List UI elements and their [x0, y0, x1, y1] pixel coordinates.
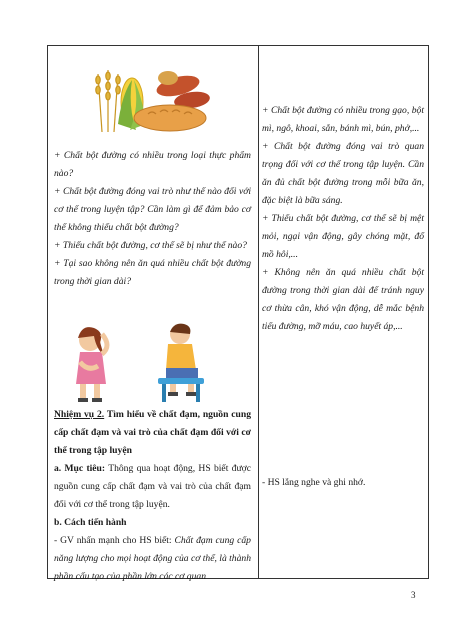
task-2-block: [54, 406, 251, 586]
process-label: b. Cách tiến hành: [54, 517, 127, 528]
task-2-label: Nhiệm vụ 2.: [54, 409, 105, 420]
tired-children-illustration: [58, 322, 236, 406]
carbohydrate-foods-illustration: [92, 66, 216, 134]
answer-3: + Thiếu chất bột đường, cơ thể sẽ bị mệt mỏi, ngại vận động, gây chóng mặt, đổ mồ hôi,...: [262, 213, 424, 260]
hs-response-block: [262, 474, 424, 492]
goal-label: a. Mục tiêu:: [54, 463, 106, 474]
hs-response: - HS lắng nghe và ghi nhớ.: [262, 477, 366, 488]
lesson-table: [47, 45, 429, 582]
question-1: + Chất bột đường có nhiều trong loại thực phẩm nào?: [54, 150, 251, 179]
answer-2: + Chất bột đường đóng vai trò quan trọng đối với cơ thể trong tập luyện. Cần ăn đủ chất bột đường trong mỗi bữa ăn, đặc biệt là bữa sáng.: [262, 141, 424, 206]
answer-1: + Chất bột đường có nhiều trong gạo, bột mì, ngô, khoai, sắn, bánh mì, bún, phở,...: [262, 105, 424, 134]
questions-block: [54, 147, 251, 291]
question-3: + Thiếu chất bột đường, cơ thể sẽ bị như thế nào?: [54, 240, 247, 251]
question-2: + Chất bột đường đóng vai trò như thế nào đối với cơ thể trong luyện tập? Cần làm gì để đảm bảo cơ thể không thiếu chất bột đường?: [54, 186, 251, 233]
question-4: + Tại sao không nên ăn quá nhiều chất bột đường trong thời gian dài?: [54, 258, 251, 287]
gv-instruction: [54, 532, 251, 586]
task-2-goal: [54, 460, 251, 514]
bread-icon: [134, 105, 206, 131]
column-divider: [258, 46, 259, 578]
gv-text: Chất đạm cung cấp năng lượng cho mọi hoạt động của cơ thể, là thành phần cấu tạo của phần lớn các cơ quan: [54, 535, 251, 582]
tired-boy-icon: [158, 324, 204, 402]
task-2-title: Tìm hiểu về chất đạm, nguồn cung cấp chất đạm và vai trò của chất đạm đối với cơ thể trong tập luyện: [54, 409, 251, 456]
task-2-heading: [54, 406, 251, 460]
page-number: 3: [411, 590, 416, 600]
goal-text: Thông qua hoạt động, HS biết được nguồn cung cấp chất đạm và vai trò của chất đạm đối với cơ thể trong tập luyện.: [54, 463, 251, 510]
sweet-potato-icon: [154, 71, 210, 110]
answer-4: + Không nên ăn quá nhiều chất bột đường trong thời gian dài để tránh nguy cơ thừa cân, khó vận động, dễ mắc bệnh tiểu đường, mỡ máu, cao huyết áp,...: [262, 267, 424, 332]
gv-prefix: - GV nhấn mạnh cho HS biết:: [54, 535, 175, 546]
wheat-icon: [96, 70, 120, 132]
answers-block: [262, 102, 424, 336]
sick-girl-icon: [76, 327, 107, 402]
